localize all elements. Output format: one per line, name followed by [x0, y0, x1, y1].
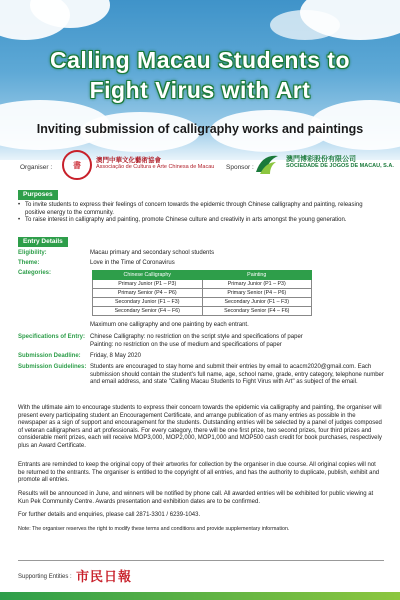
organizer-name	[96, 157, 214, 171]
purpose-item: • To invite students to express their feelings of concern towards the epidemic through Chinese calligraphy and painting, releasing positive energy to the community.	[18, 202, 384, 217]
supporting-entities-label: Supporting Entities :	[18, 574, 72, 580]
specifications-value	[90, 334, 384, 349]
results-paragraph: Results will be announced in June, and winners will be notified by phone call. All awarded entries will be exhibited for public viewing at Kun Pek Community Centre. Awards presentation and exhibition dates are to be confirmed.	[18, 491, 374, 505]
spec-calligraphy: Chinese Calligraphy: no restriction on the script style and specifications of paper	[90, 334, 303, 340]
cloud-shape	[270, 10, 340, 40]
sponsor-logo-icon	[252, 150, 282, 178]
organizer-sponsor-row	[0, 148, 400, 184]
purpose-item: • To raise interest in calligraphy and painting, promote Chinese culture and creativity in arts amongst the young generation.	[18, 217, 384, 225]
sponsor-label: Sponsor :	[226, 164, 254, 171]
seal-text: 書	[73, 160, 81, 170]
enquiries-paragraph: For further details and enquiries, please call 2871-3301 / 6239-1043.	[18, 512, 201, 518]
table-row	[93, 289, 312, 298]
table-cell: Primary Junior (P1 – P3)	[202, 280, 312, 289]
theme-value: Love in the Time of Coronavirus	[90, 260, 175, 266]
table-header-painting: Painting	[202, 271, 312, 280]
table-header-calligraphy: Chinese Calligraphy	[93, 271, 203, 280]
page-title-line2: Fight Virus with Art	[89, 77, 311, 103]
newspaper-logo: 市民日報	[76, 570, 133, 585]
table-cell: Primary Junior (P1 – P3)	[93, 280, 203, 289]
table-header-row	[93, 271, 312, 280]
organizer-seal-logo	[62, 150, 92, 180]
purposes-list	[18, 202, 384, 225]
note-paragraph: Note: The organiser reserves the right to modify these terms and conditions and provide supplementary information.	[18, 526, 290, 532]
table-row	[93, 298, 312, 307]
max-note: Maximum one calligraphy and one painting by each entrant.	[90, 322, 249, 328]
awards-paragraph: With the ultimate aim to encourage students to express their concern towards the epidemic via calligraphy and painting, the organiser will present every participating student an Encouragement Certificate, and arrange publication of as many entries as possible in the newspaper as a sign of support and encouragement for the students. Outstanding entries will be selected by a panel of judges composed of veteran calligraphers and art professionals. For every category, there will be one first prize, two second prizes, four third prizes and considerable merit prizes, each will receive MOP3,000, MOP2,000, MOP1,000 and MOP500 cash credit for book purchases, respectively plus an Award Certificate.	[18, 405, 382, 449]
table-cell: Secondary Junior (F1 – F3)	[93, 298, 203, 307]
purposes-heading: Purposes	[18, 190, 58, 200]
categories-label: Categories:	[18, 270, 52, 276]
page-title-line1: Calling Macau Students to	[49, 47, 351, 73]
sponsor-name-pt: SOCIEDADE DE JOGOS DE MACAU, S.A.	[286, 163, 394, 169]
theme-label: Theme:	[18, 260, 40, 266]
table-row	[93, 280, 312, 289]
table-row	[93, 307, 312, 316]
sponsor-name	[286, 156, 394, 170]
table-cell: Primary Senior (P4 – P6)	[93, 289, 203, 298]
deadline-value: Friday, 8 May 2020	[90, 353, 141, 359]
guidelines-row	[18, 364, 384, 396]
organizer-name-cn: 澳門中華文化藝術協會	[96, 157, 161, 164]
deadline-label: Submission Deadline:	[18, 353, 81, 359]
guidelines-label: Submission Guidelines:	[18, 364, 87, 370]
copyright-paragraph: Entrants are reminded to keep the original copy of their artworks for collection by the organiser in due course. All original copies will not be returned to the entrants. The organiser is entitled to the copyright of all entries, and has the authority to duplicate, publish, exhibit and promote all entries.	[18, 462, 380, 484]
specifications-row	[18, 334, 384, 350]
organizer-name-pt: Associação de Cultura e Arte Chinesa de Macau	[96, 164, 215, 170]
eligibility-label: Eligibility:	[18, 250, 47, 256]
table-cell: Secondary Junior (F1 – F3)	[202, 298, 312, 307]
spec-painting: Painting: no restriction on the use of medium and specifications of paper	[90, 341, 282, 348]
table-cell: Primary Senior (P4 – P6)	[202, 289, 312, 298]
entry-details-heading: Entry Details	[18, 237, 68, 247]
eligibility-value: Macau primary and secondary school students	[90, 250, 215, 256]
specifications-label: Specifications of Entry:	[18, 334, 86, 340]
sponsor-name-cn: 澳門博彩股份有限公司	[286, 156, 356, 163]
organizer-label: Organiser :	[20, 164, 53, 171]
guidelines-value: Students are encouraged to stay home and submit their entries by email to acacm2020@gmail.com. Each submission should contain the student's full name, age, school name, grade, entry category, telephone number and email address, and state "Calling Macau Students to Fight Virus with Art" as subject of the email.	[90, 364, 384, 386]
table-cell: Secondary Senior (F4 – F6)	[93, 307, 203, 316]
categories-table	[92, 270, 312, 316]
table-cell: Secondary Senior (F4 – F6)	[202, 307, 312, 316]
bottom-band	[0, 592, 400, 600]
footer-divider	[18, 560, 384, 561]
page-subtitle: Inviting submission of calligraphy works and paintings	[36, 122, 364, 136]
